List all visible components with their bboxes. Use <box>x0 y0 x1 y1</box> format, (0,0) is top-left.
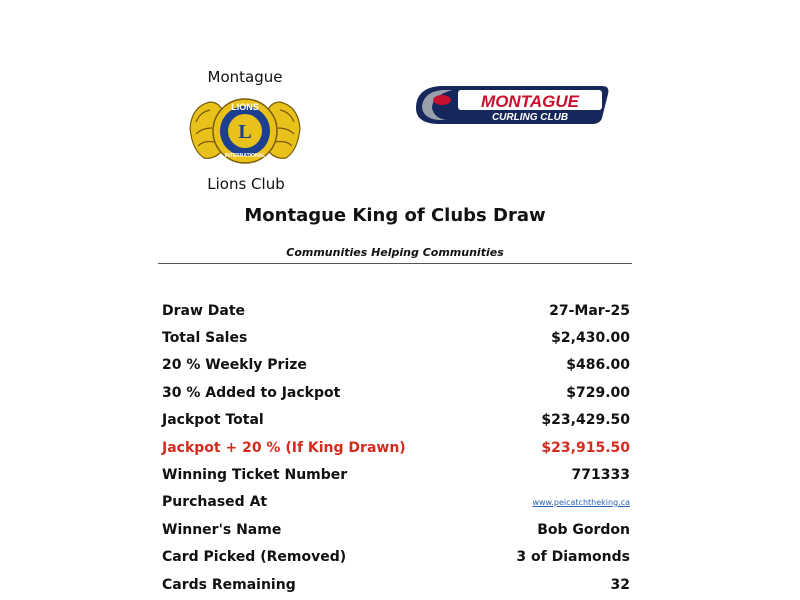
row-label: Draw Date <box>162 302 246 319</box>
row-label: Jackpot Total <box>162 412 264 429</box>
row-label: Winning Ticket Number <box>162 467 348 484</box>
row-label: Winner's Name <box>162 521 282 538</box>
lions-club-name-top: Montague <box>207 68 283 86</box>
page-subtitle: Communities Helping Communities <box>286 246 504 259</box>
row-value: $23,429.50 <box>541 412 630 429</box>
row-value: $2,430.00 <box>551 330 630 347</box>
row-value: $23,915.50 <box>541 439 630 456</box>
row-cards-remaining <box>162 571 630 598</box>
row-label: Cards Remaining <box>162 576 296 593</box>
lions-club-logo <box>186 88 304 174</box>
row-winner-name <box>162 516 630 543</box>
svg-text:MONTAGUE: MONTAGUE <box>481 92 579 111</box>
row-value: 771333 <box>571 467 630 484</box>
curling-club-logo <box>412 78 612 130</box>
row-value: $729.00 <box>566 384 630 401</box>
row-draw-date <box>162 297 630 324</box>
svg-text:CURLING CLUB: CURLING CLUB <box>491 112 569 123</box>
row-value: 32 <box>610 576 630 593</box>
row-label: Card Picked (Removed) <box>162 549 347 566</box>
divider <box>158 263 632 264</box>
row-jackpot-if-king <box>162 434 630 461</box>
row-value: Bob Gordon <box>537 521 630 538</box>
svg-text:L: L <box>238 121 252 143</box>
row-label: 20 % Weekly Prize <box>162 357 307 374</box>
row-label: Jackpot + 20 % (If King Drawn) <box>162 439 406 456</box>
row-total-sales <box>162 324 630 351</box>
draw-results-list <box>162 297 630 598</box>
row-card-picked <box>162 544 630 571</box>
row-jackpot-total <box>162 407 630 434</box>
svg-text:LIONS: LIONS <box>231 102 259 112</box>
lions-club-name-bottom: Lions Club <box>207 175 285 193</box>
row-value: 27-Mar-25 <box>549 302 630 319</box>
row-value: 3 of Diamonds <box>516 549 630 566</box>
row-purchased-at <box>162 489 630 516</box>
row-value: $486.00 <box>566 357 630 374</box>
row-label: Total Sales <box>162 330 248 347</box>
svg-text:INTERNATIONAL: INTERNATIONAL <box>224 153 266 159</box>
row-weekly-prize <box>162 352 630 379</box>
row-added-to-jackpot <box>162 379 630 406</box>
row-label: 30 % Added to Jackpot <box>162 384 341 401</box>
row-winning-ticket <box>162 461 630 488</box>
page-title: Montague King of Clubs Draw <box>244 205 546 226</box>
row-label: Purchased At <box>162 494 268 511</box>
purchase-site-link[interactable]: www.peicatchtheking.ca <box>532 497 630 507</box>
